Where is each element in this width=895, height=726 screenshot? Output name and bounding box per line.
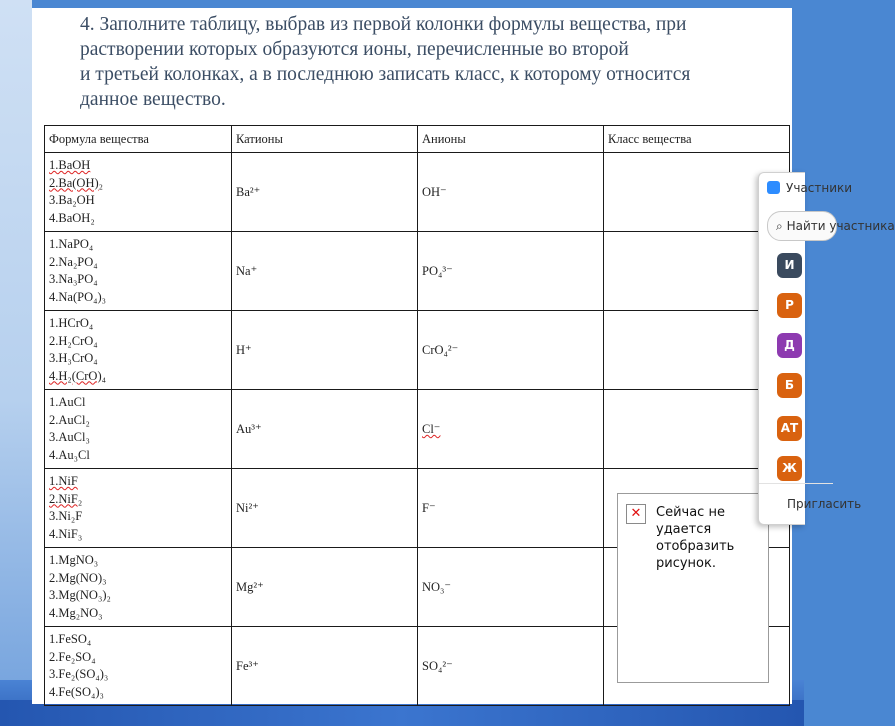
- participant-avatar[interactable]: Р: [777, 293, 802, 318]
- formula-option: 4.Au₃Cl: [49, 447, 90, 462]
- cation-cell: Au³⁺: [232, 390, 418, 469]
- formula-option: 4.H₂(CrO)₄: [49, 368, 106, 383]
- formula-option: 2.Fe₂SO₄: [49, 649, 96, 664]
- formula-option: 4.Na(PO₄)₃: [49, 289, 106, 304]
- formula-option: 1.HCrO₄: [49, 316, 94, 330]
- table-row: [45, 390, 790, 469]
- formula-option: 3.Ba₂OH: [49, 193, 95, 207]
- broken-image-message: Сейчас не удается отобразить рисунок.: [656, 505, 735, 571]
- participant-avatar[interactable]: Б: [777, 373, 802, 398]
- formula-option: 2.NiF₂: [49, 491, 83, 506]
- formula-option: 1.MgNO₃: [49, 553, 99, 567]
- formula-options-cell: [45, 311, 232, 390]
- anion-cell: PO₄³⁻: [418, 232, 604, 311]
- participants-title: Участники: [786, 181, 853, 195]
- participant-avatar[interactable]: АТ: [777, 416, 802, 441]
- cation-cell: Ni²⁺: [232, 469, 418, 548]
- task-line: данное вещество.: [80, 89, 226, 110]
- participant-search-input[interactable]: [767, 211, 895, 241]
- invite-button[interactable]: [759, 483, 862, 524]
- formula-option: 2.H₂CrO₄: [49, 333, 98, 348]
- formula-option: 1.AuCl: [49, 395, 86, 409]
- header-cations: Катионы: [232, 126, 418, 153]
- table-row: [45, 232, 790, 311]
- formula-option: 3.Ni₂F: [49, 509, 83, 523]
- formula-options-cell: [45, 232, 232, 311]
- formula-option: 2.Ba(OH)₂: [49, 175, 103, 190]
- anion-cell: OH⁻: [418, 153, 604, 232]
- invite-label: Пригласить: [787, 497, 862, 511]
- formula-option: 1.FeSO₄: [49, 632, 92, 646]
- formula-option: 4.Fe(SO₄)₃: [49, 684, 104, 699]
- formula-option: 3.Mg(NO₃)₂: [49, 588, 111, 602]
- formula-option: 3.H₃CrO₄: [49, 351, 98, 365]
- cation-cell: Mg²⁺: [232, 548, 418, 627]
- header-anions: Анионы: [418, 126, 604, 153]
- task-text: [80, 12, 800, 112]
- anion-cell: Cl⁻: [418, 390, 604, 469]
- desktop-background-left: [0, 0, 32, 726]
- formula-option: 3.AuCl₃: [49, 430, 90, 444]
- anion-cell: NO₃⁻: [418, 548, 604, 627]
- participants-header: [767, 181, 852, 195]
- header-formula: Формула вещества: [45, 126, 232, 153]
- table-row: [45, 311, 790, 390]
- formula-options-cell: [45, 469, 232, 548]
- participants-panel: [758, 172, 895, 525]
- participant-avatar[interactable]: И: [777, 253, 802, 278]
- formula-options-cell: [45, 153, 232, 232]
- anion-cell: SO₄²⁻: [418, 627, 604, 706]
- formula-options-cell: [45, 548, 232, 627]
- broken-image-placeholder: [617, 493, 769, 683]
- zoom-camera-icon: [767, 181, 780, 194]
- formula-option: 4.BaOH₂: [49, 210, 95, 225]
- table-row: [45, 153, 790, 232]
- anion-cell: CrO₄²⁻: [418, 311, 604, 390]
- cation-cell: H⁺: [232, 311, 418, 390]
- formula-option: 1.NiF: [49, 474, 78, 488]
- cation-cell: Fe³⁺: [232, 627, 418, 706]
- search-placeholder: Найти участника: [786, 219, 895, 233]
- formula-options-cell: [45, 390, 232, 469]
- search-icon: ⌕: [776, 219, 783, 233]
- formula-option: 2.Mg(NO)₃: [49, 570, 107, 585]
- formula-option: 1.BaOH: [49, 158, 91, 172]
- formula-option: 2.AuCl₂: [49, 412, 90, 427]
- table-header-row: [45, 126, 790, 153]
- task-line: 4. Заполните таблицу, выбрав из первой колонки формулы вещества, при: [80, 14, 687, 35]
- formula-option: 1.NaPO₄: [49, 237, 94, 251]
- task-line: растворении которых образуются ионы, перечисленные во второй: [80, 39, 629, 60]
- cation-cell: Na⁺: [232, 232, 418, 311]
- participant-avatar[interactable]: Д: [777, 333, 802, 358]
- header-class: Класс вещества: [604, 126, 790, 153]
- anion-cell: F⁻: [418, 469, 604, 548]
- formula-option: 3.Na₃PO₄: [49, 272, 98, 286]
- participant-avatar[interactable]: Ж: [777, 456, 802, 481]
- task-line: и третьей колонках, а в последнюю записать класс, к которому относится: [80, 64, 691, 85]
- formula-option: 4.NiF₃: [49, 526, 83, 541]
- error-x-icon: ✕: [626, 504, 646, 524]
- formula-option: 2.Na₂PO₄: [49, 254, 98, 269]
- formula-option: 4.Mg₂NO₃: [49, 605, 103, 620]
- cation-cell: Ba²⁺: [232, 153, 418, 232]
- formula-options-cell: [45, 627, 232, 706]
- formula-option: 3.Fe₂(SO₄)₃: [49, 667, 109, 681]
